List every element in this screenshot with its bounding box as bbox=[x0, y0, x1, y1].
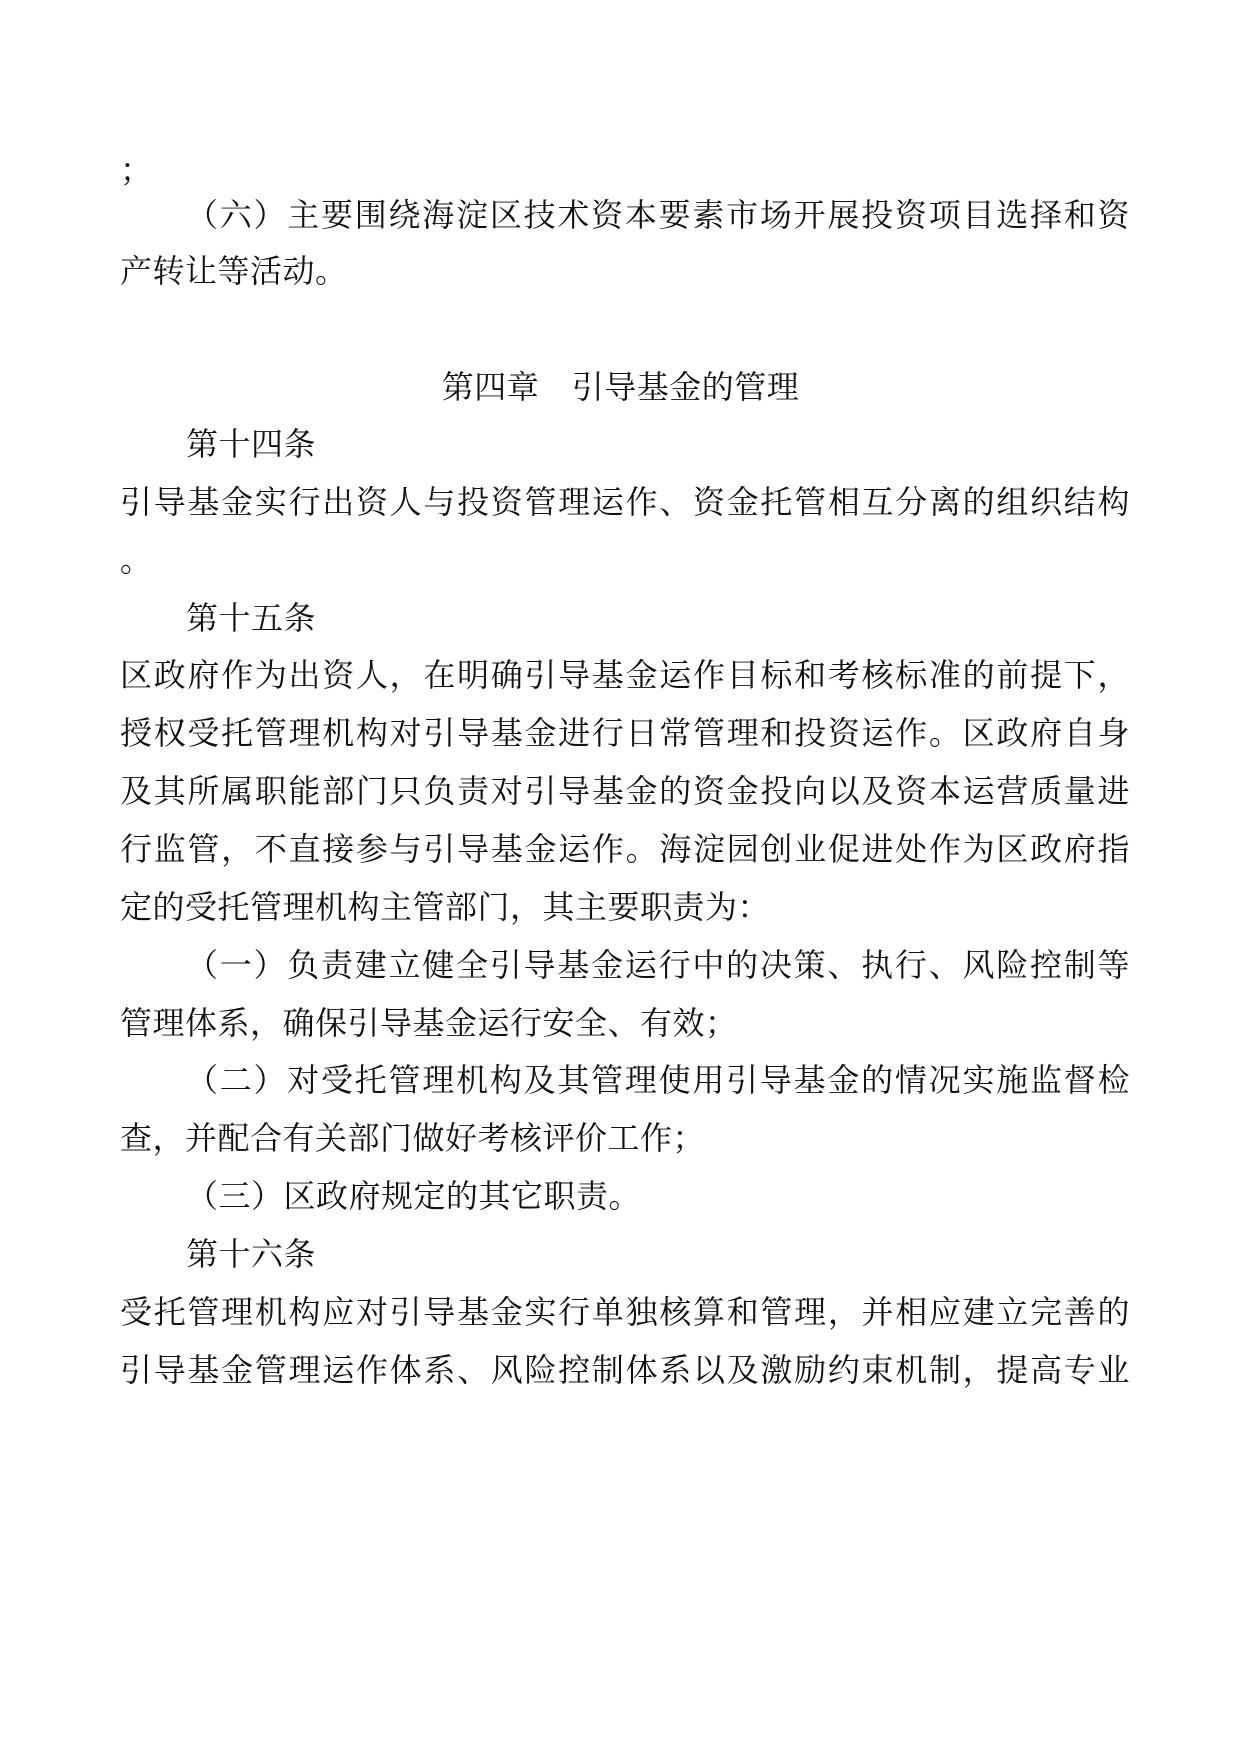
chapter-heading: 第四章 引导基金的管理 bbox=[441, 368, 800, 406]
article-body-line: 引导基金实行出资人与投资管理运作、资金托管相互分离的组织结构 bbox=[120, 483, 1130, 521]
body-text-line: ； bbox=[120, 151, 153, 189]
article-body-line: 及其所属职能部门只负责对引导基金的资金投向以及资本运营质量进 bbox=[120, 772, 1130, 810]
article-body-line: 。 bbox=[120, 541, 153, 579]
paragraph-item-six-line-1: （六）主要围绕海淀区技术资本要素市场开展投资项目选择和资 bbox=[186, 196, 1130, 234]
article-body-line: 定的受托管理机构主管部门，其主要职责为： bbox=[120, 888, 771, 926]
article-body-line: 引导基金管理运作体系、风险控制体系以及激励约束机制，提高专业 bbox=[120, 1351, 1130, 1389]
article-body-line: 行监管，不直接参与引导基金运作。海淀园创业促进处作为区政府指 bbox=[120, 830, 1130, 868]
article-body-line: 受托管理机构应对引导基金实行单独核算和管理，并相应建立完善的 bbox=[120, 1293, 1130, 1331]
article-heading: 第十五条 bbox=[186, 599, 317, 637]
list-item-line: （一）负责建立健全引导基金运行中的决策、执行、风险控制等 bbox=[186, 946, 1130, 984]
list-item-line: （三）区政府规定的其它职责。 bbox=[186, 1177, 642, 1215]
list-item-line: 管理体系，确保引导基金运行安全、有效； bbox=[120, 1004, 738, 1042]
list-item-line: 查，并配合有关部门做好考核评价工作； bbox=[120, 1119, 706, 1157]
article-body-line: 授权受托管理机构对引导基金进行日常管理和投资运作。区政府自身 bbox=[120, 714, 1130, 752]
list-item-line: （二）对受托管理机构及其管理使用引导基金的情况实施监督检 bbox=[186, 1061, 1130, 1099]
article-body-line: 区政府作为出资人，在明确引导基金运作目标和考核标准的前提下， bbox=[120, 656, 1130, 694]
article-heading: 第十六条 bbox=[186, 1235, 317, 1273]
paragraph-item-six-line-2: 产转让等活动。 bbox=[120, 252, 348, 290]
article-heading: 第十四条 bbox=[186, 425, 317, 463]
